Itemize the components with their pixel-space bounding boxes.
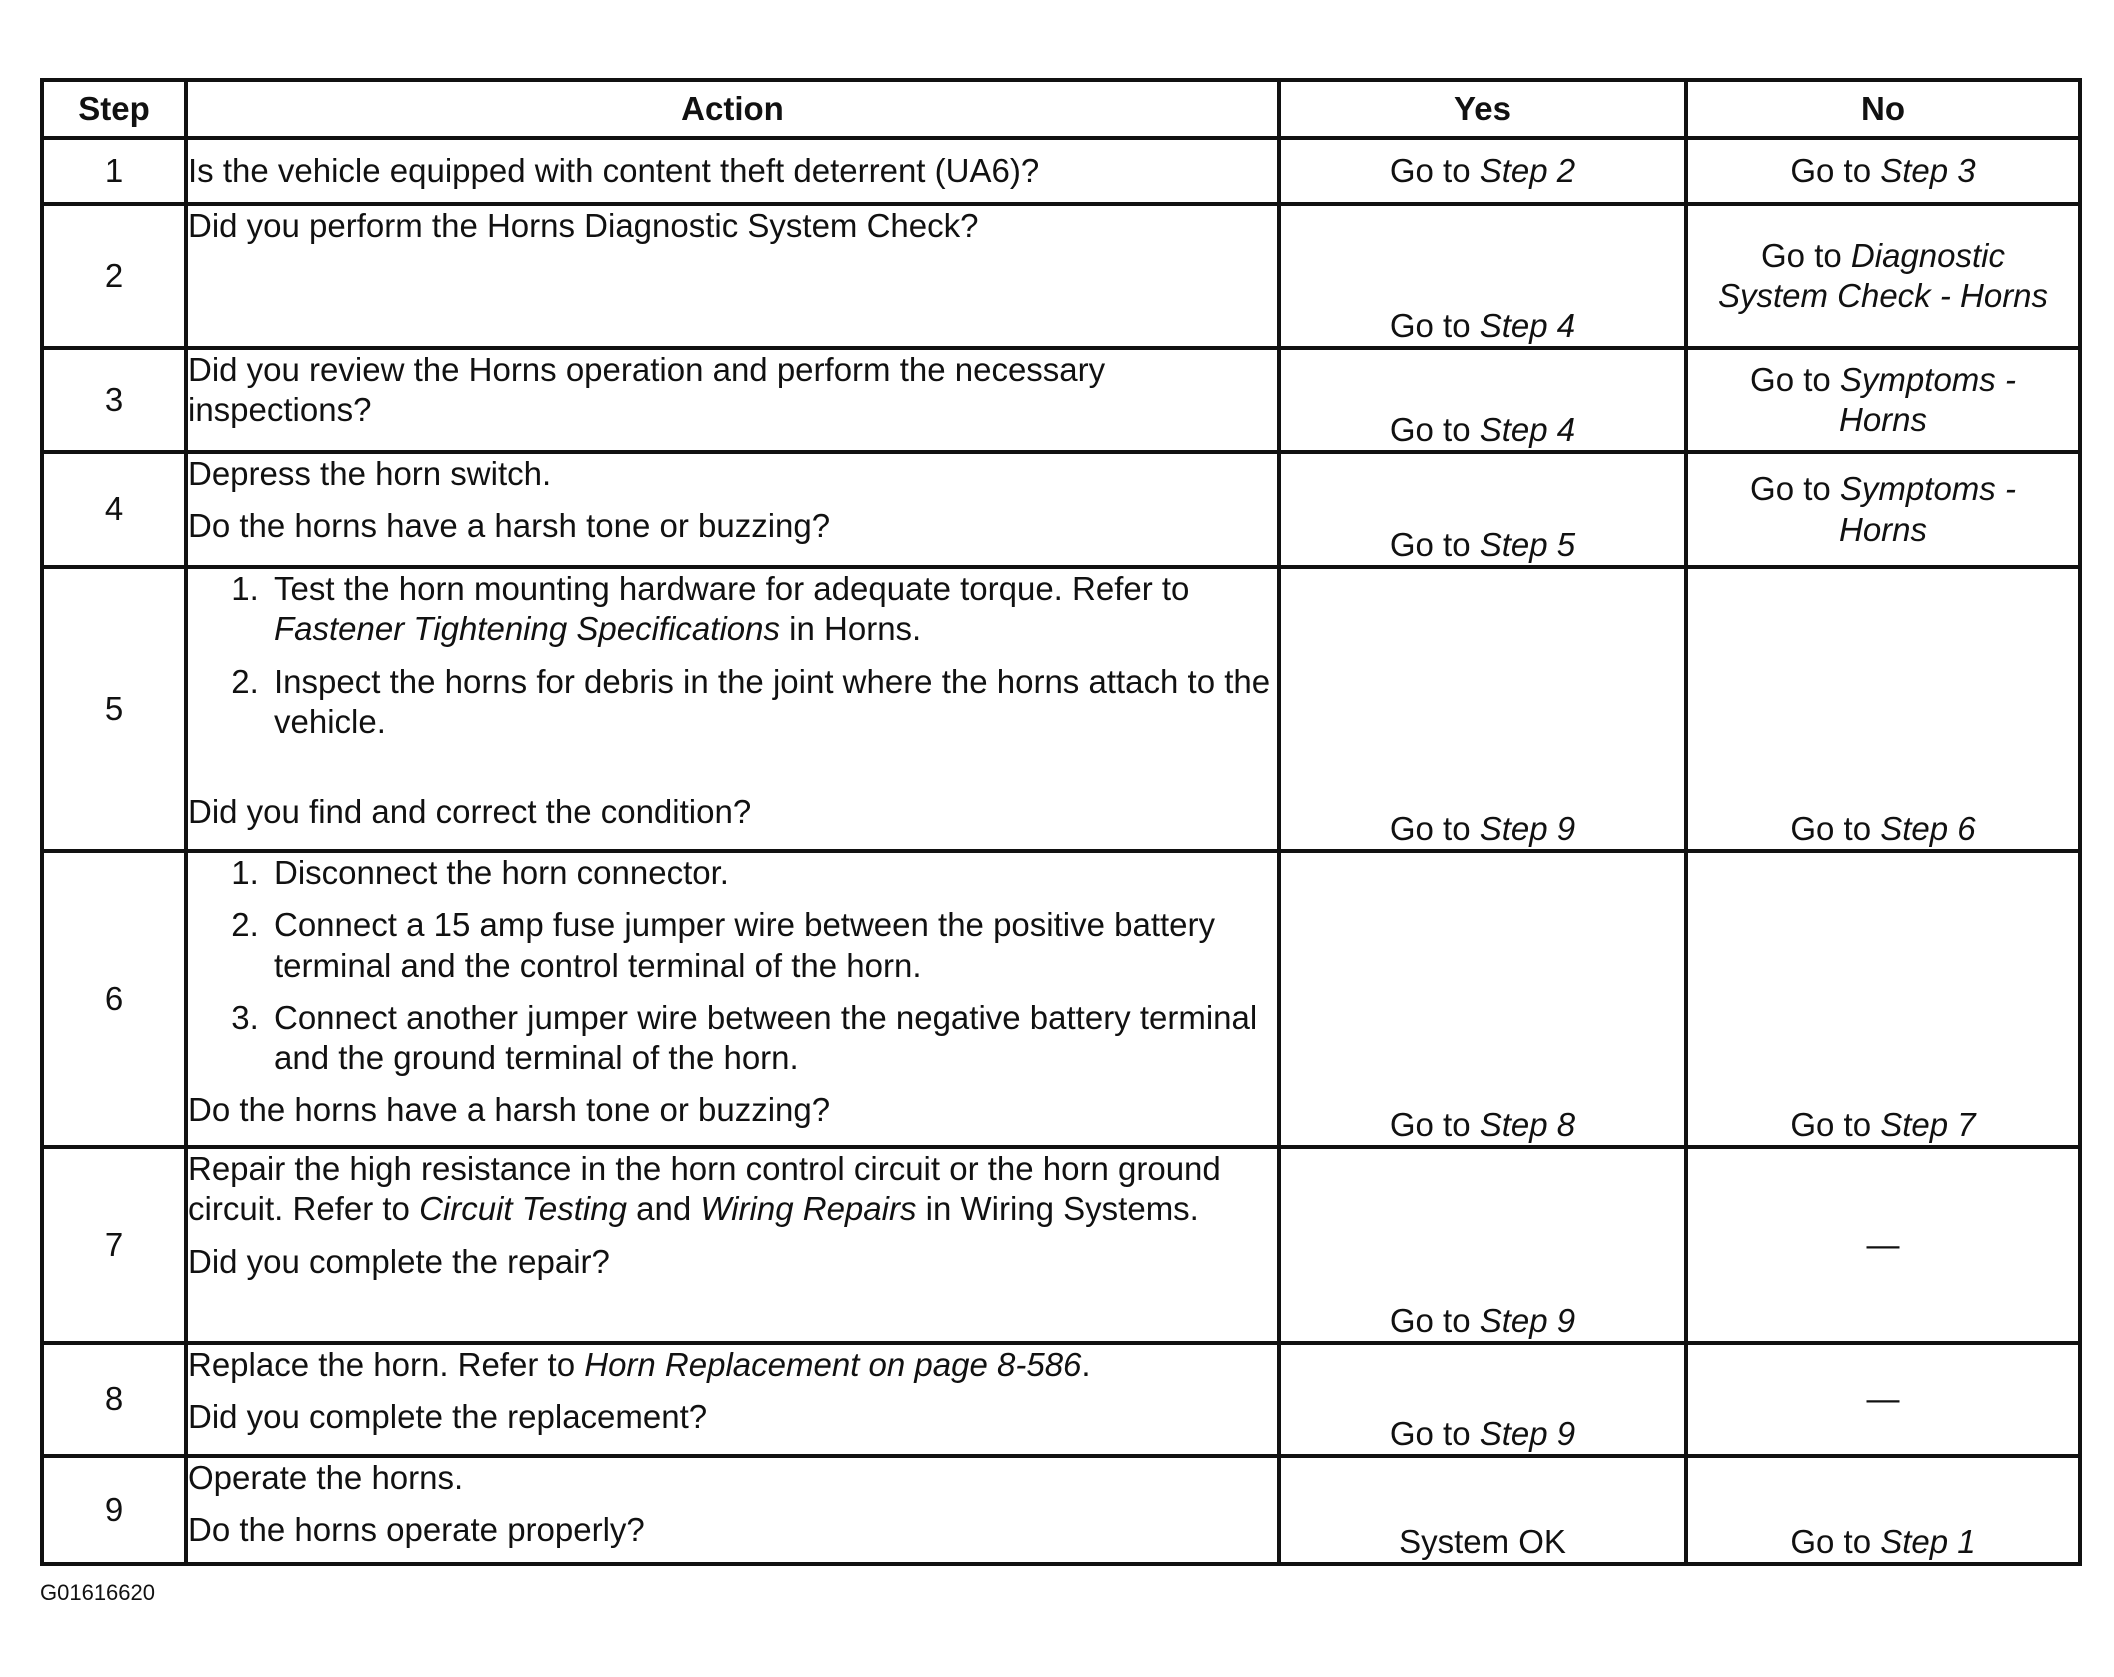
instruction-text: Repair the high resistance in the horn control circuit or the horn ground circuit. Refer to: [188, 1150, 1221, 1228]
instruction-text: Replace the horn. Refer to: [188, 1346, 585, 1383]
action-question: Do the horns have a harsh tone or buzzing?: [188, 507, 831, 545]
list-item: 3. Connect another jumper wire between the negative battery terminal and the ground terminal of the horn.: [268, 998, 1277, 1079]
reference-wiring-repairs: Wiring Repairs: [700, 1190, 917, 1228]
table-row: [42, 1147, 2080, 1343]
instruction-text: in Wiring Systems.: [916, 1190, 1199, 1228]
action-cell: [186, 452, 1279, 567]
yes-target: Step 9: [1479, 1414, 1576, 1452]
no-target: Step 6: [1880, 809, 1976, 847]
yes-prefix: Go to: [1389, 1414, 1480, 1452]
list-item: [268, 569, 1277, 650]
figure-id: G01616620: [40, 1580, 155, 1605]
item-text: Inspect the horns for debris in the joint where the horns attach to the vehicle.: [274, 662, 1271, 740]
step-number: 4: [42, 452, 186, 567]
action-question: Did you review the Horns operation and perform the necessary inspections?: [188, 351, 1106, 429]
yes-cell: [1279, 1456, 1686, 1564]
no-target: Diagnostic System Check - Horns: [1717, 236, 2049, 314]
spacer: [188, 754, 1277, 792]
header-action: Action: [186, 80, 1279, 138]
action-cell: [186, 138, 1279, 204]
action-line: Operate the horns.: [188, 1459, 464, 1496]
yes-cell: [1279, 851, 1686, 1147]
no-cell: [1686, 1456, 2080, 1564]
list-item: 1. Disconnect the horn connector.: [268, 853, 1277, 893]
no-target: Symptoms - Horns: [1838, 360, 2016, 438]
action-cell: [186, 204, 1279, 348]
no-prefix: Go to: [1790, 1522, 1881, 1560]
item-text-suffix: in Horns.: [780, 610, 922, 648]
no-dash: —: [1866, 1380, 1900, 1418]
table-row: [42, 204, 2080, 348]
action-question: Did you perform the Horns Diagnostic System Check?: [188, 207, 979, 244]
yes-prefix: Go to: [1389, 525, 1480, 563]
action-cell: [186, 851, 1279, 1147]
no-cell: [1686, 1147, 2080, 1343]
action-question: Do the horns operate properly?: [188, 1511, 645, 1549]
step-number: 5: [42, 567, 186, 851]
step-number: 8: [42, 1343, 186, 1456]
no-target: Symptoms - Horns: [1838, 470, 2016, 548]
no-cell: [1686, 567, 2080, 851]
step-number: 1: [42, 138, 186, 204]
table-row: [42, 1343, 2080, 1456]
no-cell: [1686, 1343, 2080, 1456]
header-step: Step: [42, 80, 186, 138]
step-number: 9: [42, 1456, 186, 1564]
yes-target: Step 4: [1479, 306, 1576, 344]
action-cell: [186, 1147, 1279, 1343]
step-number: 3: [42, 348, 186, 452]
yes-target: Step 5: [1479, 525, 1576, 563]
step-number: 6: [42, 851, 186, 1147]
item-reference: Fastener Tightening Specifications: [274, 610, 780, 648]
action-steps-list: [188, 853, 1277, 1078]
no-target: Step 3: [1880, 151, 1976, 189]
action-question: Did you complete the replacement?: [188, 1398, 708, 1436]
item-text: Test the horn mounting hardware for adequate torque. Refer to: [274, 570, 1190, 607]
yes-target: Step 9: [1479, 809, 1576, 847]
no-cell: [1686, 138, 2080, 204]
instruction-text: .: [1081, 1346, 1091, 1383]
yes-target: Step 8: [1479, 1105, 1576, 1143]
no-cell: [1686, 851, 2080, 1147]
no-prefix: Go to: [1790, 151, 1881, 189]
action-question: Did you find and correct the condition?: [188, 793, 752, 830]
action-question: Did you complete the repair?: [188, 1242, 610, 1280]
yes-cell: [1279, 1147, 1686, 1343]
action-question: Is the vehicle equipped with content theft deterrent (UA6)?: [188, 151, 1040, 189]
action-instruction: [188, 1149, 1277, 1230]
yes-prefix: Go to: [1389, 1301, 1480, 1339]
no-dash: —: [1866, 1225, 1900, 1263]
diagnostic-table: [40, 78, 2082, 1566]
yes-target: Step 2: [1479, 151, 1576, 189]
list-item: 2. Connect a 15 amp fuse jumper wire between the positive battery terminal and the control terminal of the horn.: [268, 905, 1277, 986]
action-cell: [186, 567, 1279, 851]
yes-cell: [1279, 204, 1686, 348]
yes-cell: [1279, 567, 1686, 851]
action-instruction: [188, 1345, 1277, 1385]
yes-cell: [1279, 138, 1686, 204]
no-target: Step 7: [1880, 1105, 1976, 1143]
action-cell: [186, 348, 1279, 452]
yes-prefix: Go to: [1389, 306, 1480, 344]
header-no: No: [1686, 80, 2080, 138]
table-row: [42, 348, 2080, 452]
yes-prefix: Go to: [1389, 151, 1480, 189]
no-cell: [1686, 452, 2080, 567]
list-item: [268, 662, 1277, 743]
no-prefix: Go to: [1790, 1105, 1881, 1143]
table-row: [42, 1456, 2080, 1564]
yes-target: Step 4: [1479, 410, 1576, 448]
step-number: 2: [42, 204, 186, 348]
header-row: [42, 80, 2080, 138]
reference-horn-replacement: Horn Replacement on page 8-586: [584, 1346, 1082, 1383]
yes-cell: [1279, 452, 1686, 567]
table-row: [42, 452, 2080, 567]
yes-prefix: Go to: [1389, 809, 1480, 847]
action-steps-list: [188, 569, 1277, 742]
action-cell: [186, 1343, 1279, 1456]
no-target: Step 1: [1880, 1522, 1976, 1560]
table-row: [42, 567, 2080, 851]
no-prefix: Go to: [1761, 236, 1851, 274]
step-number: 7: [42, 1147, 186, 1343]
table-row: [42, 851, 2080, 1147]
action-line: Depress the horn switch.: [188, 455, 552, 492]
reference-circuit-testing: Circuit Testing: [419, 1190, 627, 1228]
no-prefix: Go to: [1750, 360, 1840, 398]
yes-prefix: Go to: [1389, 410, 1480, 448]
instruction-text: and: [626, 1190, 701, 1228]
yes-target: Step 9: [1479, 1301, 1576, 1339]
yes-prefix: Go to: [1389, 1105, 1480, 1143]
no-cell: [1686, 348, 2080, 452]
yes-cell: [1279, 1343, 1686, 1456]
table-row: [42, 138, 2080, 204]
no-prefix: Go to: [1750, 470, 1840, 508]
yes-result: System OK: [1399, 1522, 1566, 1560]
action-question: Do the horns have a harsh tone or buzzing?: [188, 1091, 831, 1129]
yes-cell: [1279, 348, 1686, 452]
no-prefix: Go to: [1790, 809, 1881, 847]
header-yes: Yes: [1279, 80, 1686, 138]
action-cell: [186, 1456, 1279, 1564]
no-cell: [1686, 204, 2080, 348]
